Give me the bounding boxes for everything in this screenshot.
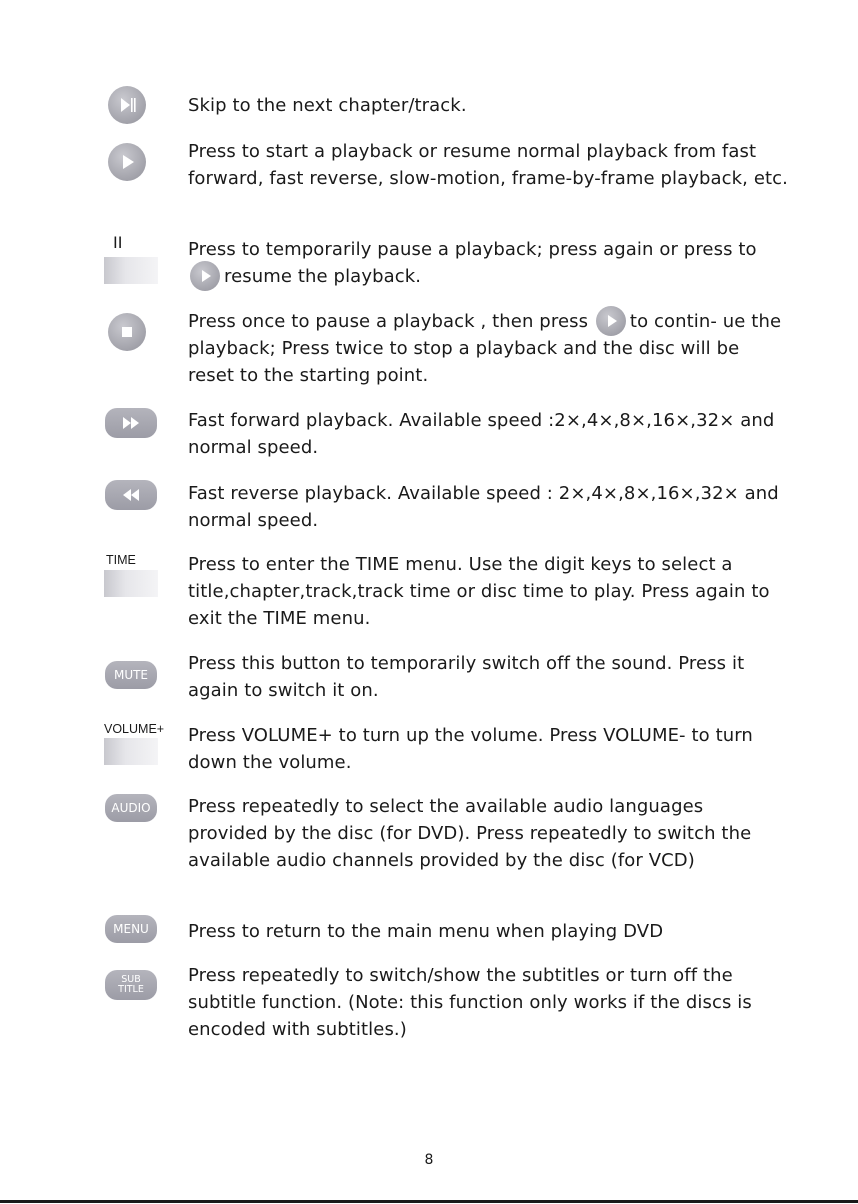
audio-button: AUDIO xyxy=(105,794,157,822)
item-description xyxy=(188,308,788,389)
subtitle-label-line2: TITLE xyxy=(118,984,144,995)
menu-button: MENU xyxy=(105,915,157,943)
item-description-start: Press to temporarily pause a playback; press again or press to xyxy=(188,239,757,260)
item-description-end: to contin- ue the playback; Press twice to stop a playback and the disc will be reset to the starting point. xyxy=(188,311,782,386)
fast-forward-icon xyxy=(105,408,157,438)
item-description: Fast forward playback. Available speed :2×,4×,8×,16×,32× and normal speed. xyxy=(188,410,775,458)
volume-label: VOLUME+ xyxy=(104,722,165,736)
subtitle-label-line1: SUB xyxy=(121,974,141,985)
item-description: Press repeatedly to switch/show the subtitles or turn off the subtitle function. (Note: this function only works if the discs is encoded with subtitles.) xyxy=(188,965,752,1040)
pause-icon: II xyxy=(113,233,123,252)
item-description xyxy=(188,236,788,290)
volume-button-bar xyxy=(104,738,158,765)
fast-reverse-icon xyxy=(105,480,157,510)
page-number: 8 xyxy=(424,1152,434,1168)
item-description: Press this button to temporarily switch off the sound. Press it again to switch it on. xyxy=(188,653,745,701)
stop-icon xyxy=(108,313,146,351)
item-description-end: resume the playback. xyxy=(224,266,422,287)
item-description: Press VOLUME+ to turn up the volume. Press VOLUME- to turn down the volume. xyxy=(188,725,753,773)
subtitle-button xyxy=(105,970,157,1000)
bottom-rule xyxy=(0,1200,858,1203)
pause-button-bar xyxy=(104,257,158,284)
time-label: TIME xyxy=(106,553,136,567)
time-button-bar xyxy=(104,570,158,597)
play-icon xyxy=(108,143,146,181)
item-description: Press to enter the TIME menu. Use the digit keys to select a title,chapter,track,track time or disc time to play. Press again to exit the TIME menu. xyxy=(188,554,770,629)
item-description: Press to start a playback or resume normal playback from fast forward, fast reverse, slow-motion, frame-by-frame playback, etc. xyxy=(188,141,788,189)
inline-play-icon xyxy=(190,261,220,291)
item-description: Press repeatedly to select the available audio languages provided by the disc (for DVD). Press repeatedly to switch the available audio channels provided by the disc (for VCD) xyxy=(188,796,752,871)
item-description: Press to return to the main menu when playing DVD xyxy=(188,921,664,942)
inline-play-icon xyxy=(596,306,626,336)
item-description-start: Press once to pause a playback , then press xyxy=(188,311,589,332)
item-description: Fast reverse playback. Available speed : 2×,4×,8×,16×,32× and normal speed. xyxy=(188,483,779,531)
item-description: Skip to the next chapter/track. xyxy=(188,95,467,116)
play-pause-icon xyxy=(108,86,146,124)
mute-button: MUTE xyxy=(105,661,157,689)
